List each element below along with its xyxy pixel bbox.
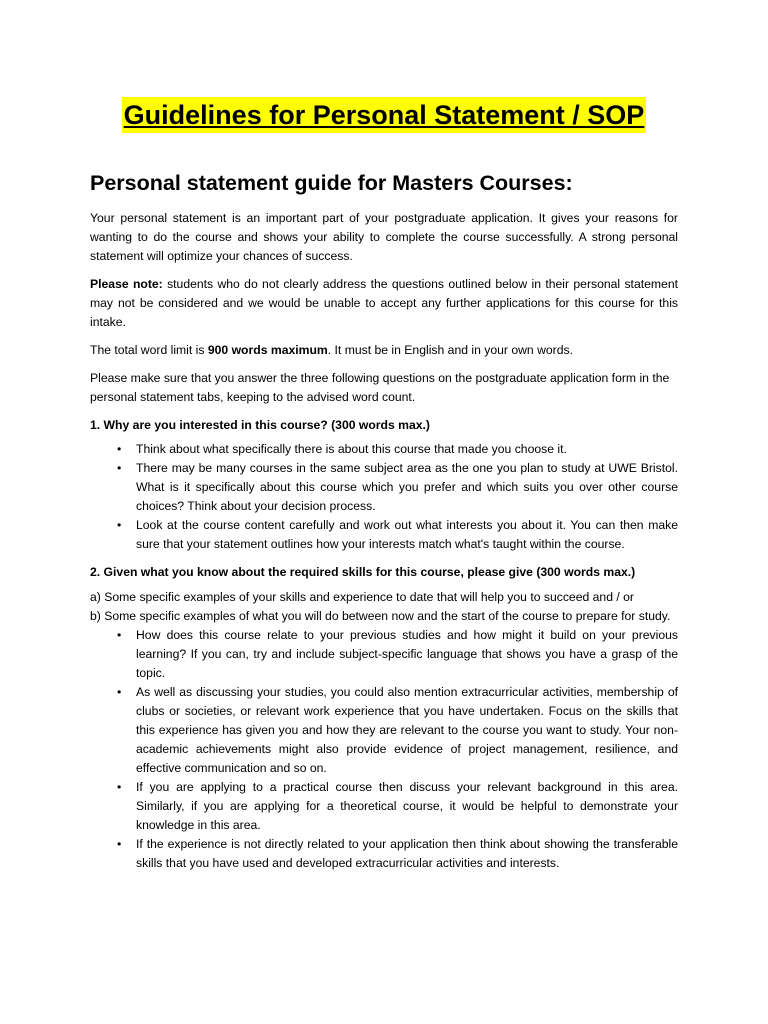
limit-bold: 900 words maximum xyxy=(207,343,328,357)
list-item xyxy=(90,516,678,554)
note-paragraph xyxy=(90,275,678,332)
intro-paragraph: Your personal statement is an important part of your postgraduate application. It gives your reasons for wanting to do the course and shows your ability to complete the course successfully. A strong personal statement will optimize your chances of success. xyxy=(90,211,678,263)
bullet-icon: • xyxy=(117,461,122,475)
bullet-icon: • xyxy=(117,837,122,851)
limit-prefix: The total word limit is xyxy=(90,343,208,357)
note-text: students who do not clearly address the questions outlined below in their personal statement may not be considered and we would be unable to accept any further applications for this course for this intake. xyxy=(90,277,678,329)
list-item xyxy=(90,626,678,683)
bullet-icon: • xyxy=(117,442,122,456)
list-item-text: As well as discussing your studies, you could also mention extracurricular activities, membership of clubs or societies, or relevant work experience that you have undertaken. Focus on the skills that this experience has given you and how they are relevant to the course you want to study. Your non-academic achievements might also provide evidence of project management, resilience, and effective communication and so on. xyxy=(136,685,678,775)
list-item-text: How does this course relate to your previous studies and how might it build on your previous learning? If you can, try and include subject-specific language that shows you have a grasp of the topic. xyxy=(136,628,678,680)
bullet-icon: • xyxy=(117,780,122,794)
list-item xyxy=(90,778,678,835)
list-item xyxy=(90,440,678,459)
option-b: b) Some specific examples of what you will do between now and the start of the course to prepare for study. xyxy=(90,609,671,623)
note-label: Please note: xyxy=(90,277,163,291)
section-heading: Personal statement guide for Masters Courses: xyxy=(90,171,573,195)
bullet-icon: • xyxy=(117,518,122,532)
option-a: a) Some specific examples of your skills and experience to date that will help you to succeed and / or xyxy=(90,590,634,604)
list-item-text: If you are applying to a practical course then discuss your relevant background in this area. Similarly, if you are applying for a theoretical course, it would be helpful to demonstrate your knowledge in this area. xyxy=(136,780,678,832)
list-item xyxy=(90,459,678,516)
word-limit-paragraph xyxy=(90,341,678,360)
question-1-heading: 1. Why are you interested in this course? (300 words max.) xyxy=(90,418,430,432)
title-wrap xyxy=(90,0,678,133)
question-1-bullets xyxy=(90,440,678,554)
list-item-text: There may be many courses in the same subject area as the one you plan to study at UWE Bristol. What is it specifically about this course which you prefer and which suits you over other course choices? Think about your decision process. xyxy=(136,461,678,513)
list-item-text: If the experience is not directly related to your application then think about showing the transferable skills that you have used and developed extracurricular activities and interests. xyxy=(136,837,678,870)
list-item xyxy=(90,835,678,873)
question-2-bullets xyxy=(90,626,678,873)
bullet-icon: • xyxy=(117,685,122,699)
question-2-heading: 2. Given what you know about the required skills for this course, please give (300 words max.) xyxy=(90,565,636,579)
list-item-text: Think about what specifically there is about this course that made you choose it. xyxy=(136,442,567,456)
instructions-paragraph: Please make sure that you answer the three following questions on the postgraduate application form in the personal statement tabs, keeping to the advised word count. xyxy=(90,371,670,404)
list-item xyxy=(90,683,678,778)
list-item-text: Look at the course content carefully and work out what interests you about it. You can then make sure that your statement outlines how your interests match what's taught within the course. xyxy=(136,518,678,551)
limit-suffix: . It must be in English and in your own words. xyxy=(327,343,573,357)
bullet-icon: • xyxy=(117,628,122,642)
page-title: Guidelines for Personal Statement / SOP xyxy=(122,97,647,133)
